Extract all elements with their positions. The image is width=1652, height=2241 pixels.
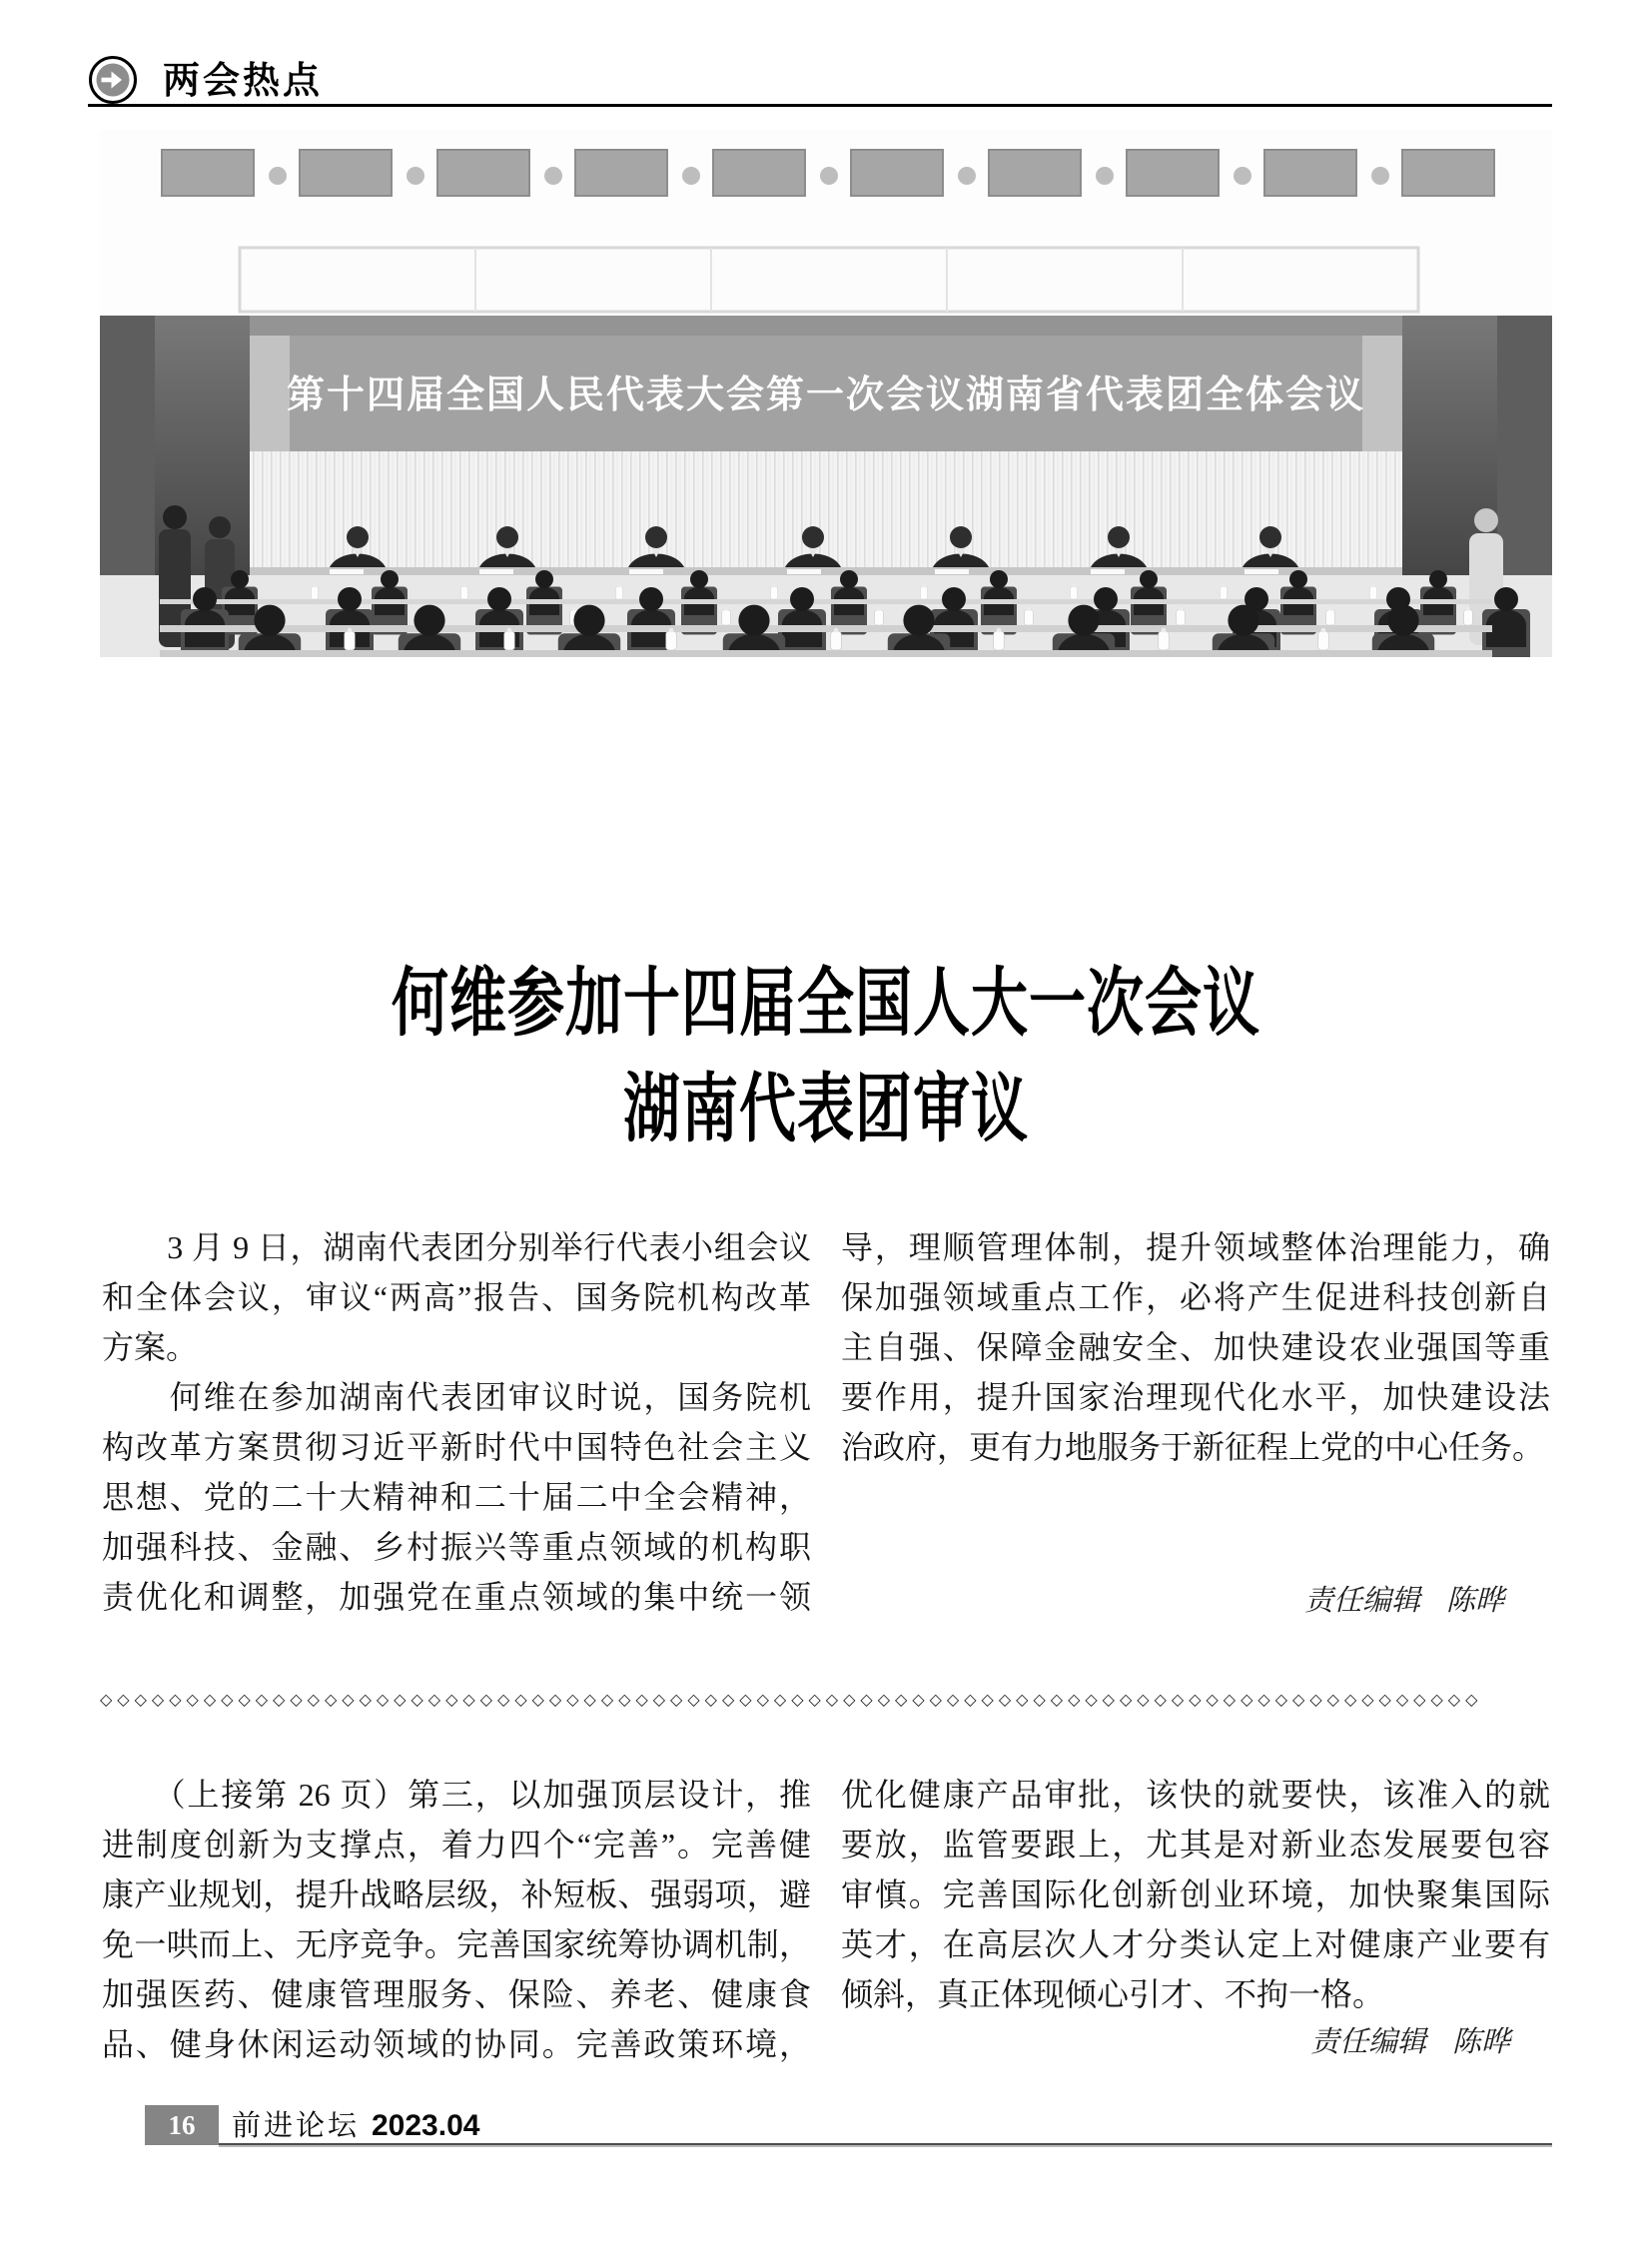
- text-line: 和全体会议，审议“两高”报告、国务院机构改革: [102, 1279, 811, 1315]
- text-line: 构改革方案贯彻习近平新时代中国特色社会主义: [102, 1429, 811, 1465]
- upper-article-left-column: [102, 1222, 811, 1622]
- title-line-1: 何维参加十四届全国人大一次会议: [392, 961, 1260, 1047]
- text-line: 加强医药、健康管理服务、保险、养老、健康食: [102, 1976, 811, 2012]
- text-line: 要放，监管要跟上，尤其是对新业态发展要包容: [841, 1827, 1550, 1863]
- text-line: 康产业规划，提升战略层级，补短板、强弱项，避: [102, 1876, 811, 1912]
- text-line: 加强科技、金融、乡村振兴等重点领域的机构职: [102, 1529, 811, 1565]
- editor-label: 责任编辑: [1303, 1585, 1420, 1617]
- text-line: 要作用，提升国家治理现代化水平，加快建设法: [841, 1379, 1550, 1415]
- section-label: 两会热点: [163, 60, 323, 101]
- page-number-badge: [145, 2105, 219, 2145]
- text-line: 主自强、保障金融安全、加快建设农业强国等重: [841, 1329, 1550, 1365]
- text-line: 免一哄而上、无序竞争。完善国家统筹协调机制，: [102, 1926, 811, 1962]
- editor-label: 责任编辑: [1309, 2026, 1426, 2058]
- text-line: 倾斜，真正体现倾心引才、不拘一格。: [841, 1976, 1385, 2012]
- article-title: [100, 951, 1552, 1162]
- text-line: 思想、党的二十大精神和二十届二中全会精神，: [102, 1479, 811, 1515]
- footer-rule: [219, 2143, 1552, 2147]
- editor-name: 陈晔: [1451, 2026, 1510, 2058]
- lower-article-right-column: [841, 1770, 1550, 2019]
- upper-article-right-column: [841, 1222, 1550, 1472]
- title-line-2: 湖南代表团审议: [623, 1067, 1029, 1152]
- conference-photo: [100, 130, 1552, 657]
- text-line: 保加强领域重点工作，必将产生促进科技创新自: [841, 1279, 1550, 1315]
- editor-credit-upper: [841, 1578, 1550, 1619]
- text-line: 导，理顺管理体制，提升领域整体治理能力，确: [841, 1229, 1550, 1265]
- header-rule: [88, 104, 1552, 107]
- text-line: 方案。: [102, 1329, 199, 1365]
- text-line: 治政府，更有力地服务于新征程上党的中心任务。: [841, 1429, 1545, 1465]
- text-line: 优化健康产品审批，该快的就要快，该准入的就: [841, 1777, 1550, 1813]
- text-line: 3 月 9 日，湖南代表团分别举行代表小组会议: [102, 1229, 811, 1265]
- text-line: （上接第 26 页）第三，以加强顶层设计，推: [102, 1777, 811, 1813]
- journal-name: 前进论坛: [232, 2110, 361, 2142]
- arrow-circle-icon: [88, 55, 138, 105]
- diamond-divider: ◇◇◇◇◇◇◇◇◇◇◇◇◇◇◇◇◇◇◇◇◇◇◇◇◇◇◇◇◇◇◇◇◇◇◇◇◇◇◇◇◇◇◇◇◇◇◇◇◇◇◇◇◇◇◇◇◇◇◇◇◇◇◇◇◇◇◇◇◇◇◇◇◇◇◇◇◇◇◇◇: [100, 1690, 1483, 1709]
- photo-ceiling: [100, 130, 1552, 320]
- text-line: 审慎。完善国际化创新创业环境，加快聚集国际: [841, 1876, 1550, 1912]
- lower-article-left-column: [102, 1770, 811, 2069]
- photo-banner-text: 第十四届全国人民代表大会第一次会议湖南省代表团全体会议: [286, 374, 1366, 416]
- text-line: 责优化和调整，加强党在重点领域的集中统一领: [102, 1579, 811, 1615]
- page-number: 16: [168, 2109, 196, 2140]
- issue-number: 2023.04: [372, 2109, 480, 2142]
- text-line: 进制度创新为支撑点，着力四个“完善”。完善健: [102, 1827, 811, 1863]
- editor-name: 陈晔: [1445, 1585, 1504, 1617]
- text-line: 何维在参加湖南代表团审议时说，国务院机: [102, 1379, 811, 1415]
- editor-credit-lower: [841, 2019, 1550, 2060]
- text-line: 品、健身休闲运动领域的协同。完善政策环境，: [102, 2026, 811, 2062]
- text-line: 英才，在高层次人才分类认定上对健康产业要有: [841, 1926, 1550, 1962]
